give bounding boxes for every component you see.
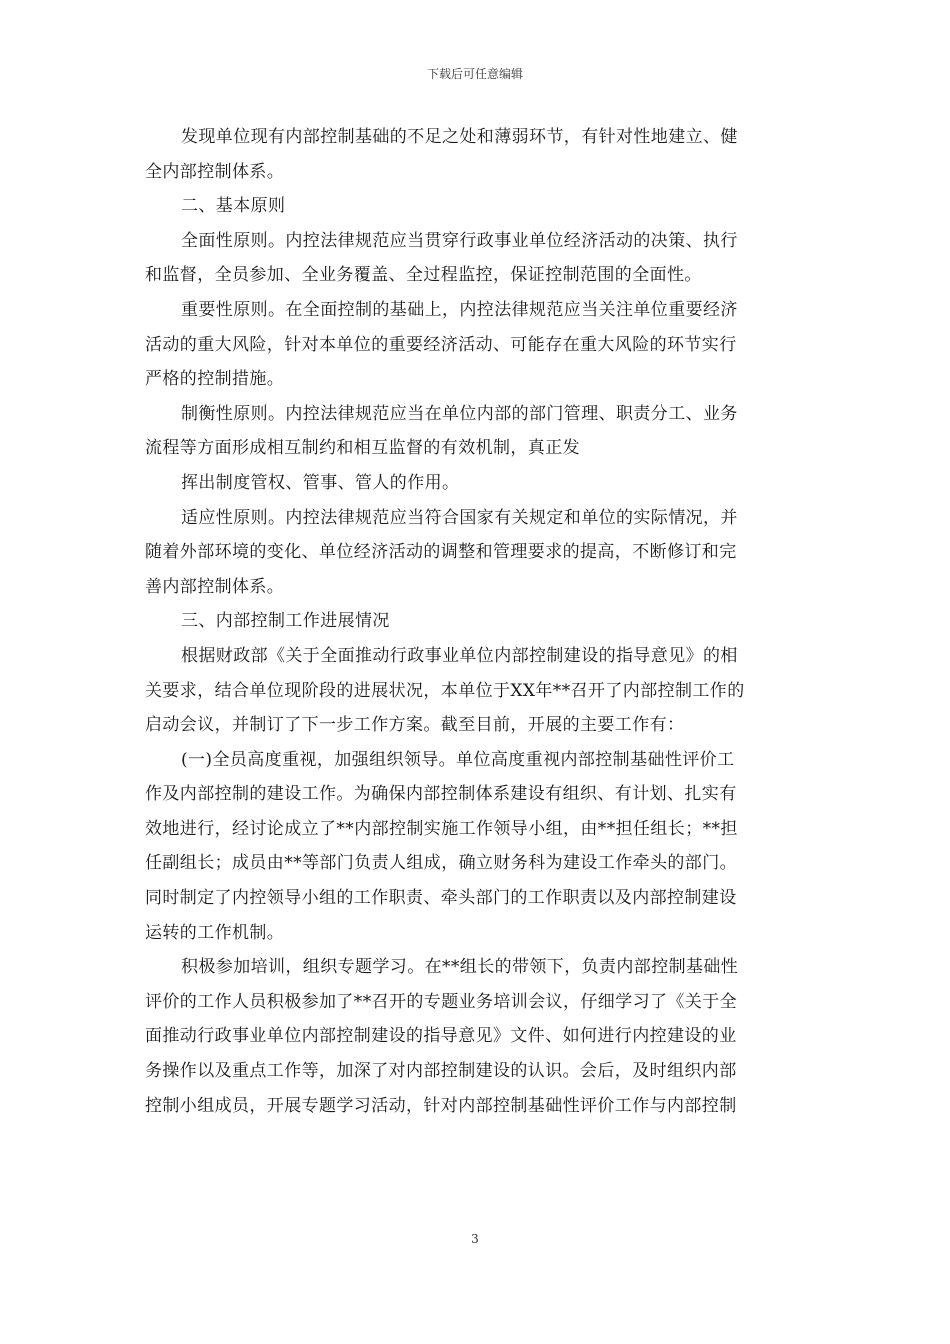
text-line: 全内部控制体系。 [145,161,285,182]
text-line: 适应性原则。内控法律规范应当符合国家有关规定和单位的实际情况，并 [181,507,738,528]
text-line: 关要求，结合单位现阶段的进展状况，本单位于XX年**召开了内部控制工作的 [145,680,745,701]
text-line: 积极参加培训，组织专题学习。在**组长的带领下，负责内部控制基础性 [181,957,739,978]
text-line: 活动的重大风险，针对本单位的重要经济活动、可能存在重大风险的环节实行 [145,334,737,355]
text-line: 发现单位现有内部控制基础的不足之处和薄弱环节，有针对性地建立、健 [181,127,738,147]
page-number: 3 [471,1232,479,1246]
text-line: 制衡性原则。内控法律规范应当在单位内部的部门管理、职责分工、业务 [181,403,738,424]
page-header: 下载后可任意编辑 [426,67,523,81]
text-line: 效地进行，经讨论成立了**内部控制实施工作领导小组，由**担任组长；**担 [145,818,738,839]
text-line: 评价的工作人员积极参加了**召开的专题业务培训会议，仔细学习了《关于全 [145,991,737,1012]
text-line: 严格的控制措施。 [145,369,285,390]
text-line: 控制小组成员，开展专题学习活动，针对内部控制基础性评价工作与内部控制 [145,1095,737,1116]
text-line: 启动会议，并制订了下一步工作方案。截至目前，开展的主要工作有： [145,715,685,736]
text-line: 和监督，全员参加、全业务覆盖、全过程监控，保证控制范围的全面性。 [145,265,702,286]
text-line: 同时制定了内控领导小组的工作职责、牵头部门的工作职责以及内部控制建设 [145,888,737,909]
text-line: 运转的工作机制。 [145,922,285,943]
text-line: 全面性原则。内控法律规范应当贯穿行政事业单位经济活动的决策、执行 [181,230,738,251]
text-line: 任副组长；成员由**等部门负责人组成，确立财务科为建设工作牵头的部门。 [145,853,737,874]
text-line: 务操作以及重点工作等，加深了对内部控制建设的认识。会后，及时组织内部 [145,1061,737,1082]
text-line: 三、内部控制工作进展情况 [181,611,390,632]
text-line: 二、基本原则 [181,196,286,217]
text-line: 重要性原则。在全面控制的基础上，内控法律规范应当关注单位重要经济 [181,299,738,320]
text-line: 挥出制度管权、管事、管人的作用。 [181,472,460,493]
text-line: (一)全员高度重视，加强组织领导。单位高度重视内部控制基础性评价工 [181,749,735,770]
text-line: 随着外部环境的变化、单位经济活动的调整和管理要求的提高，不断修订和完 [145,542,737,563]
text-line: 面推动行政事业单位内部控制建设的指导意见》文件、如何进行内控建设的业 [145,1026,737,1047]
text-line: 根据财政部《关于全面推动行政事业单位内部控制建设的指导意见》的相 [181,645,738,666]
text-line: 善内部控制体系。 [145,576,285,597]
document-body [145,120,811,1123]
text-line: 作及内部控制的建设工作。为确保内部控制体系建设有组织、有计划、扎实有 [145,784,737,805]
text-line: 流程等方面形成相互制约和相互监督的有效机制，真正发 [145,438,580,459]
